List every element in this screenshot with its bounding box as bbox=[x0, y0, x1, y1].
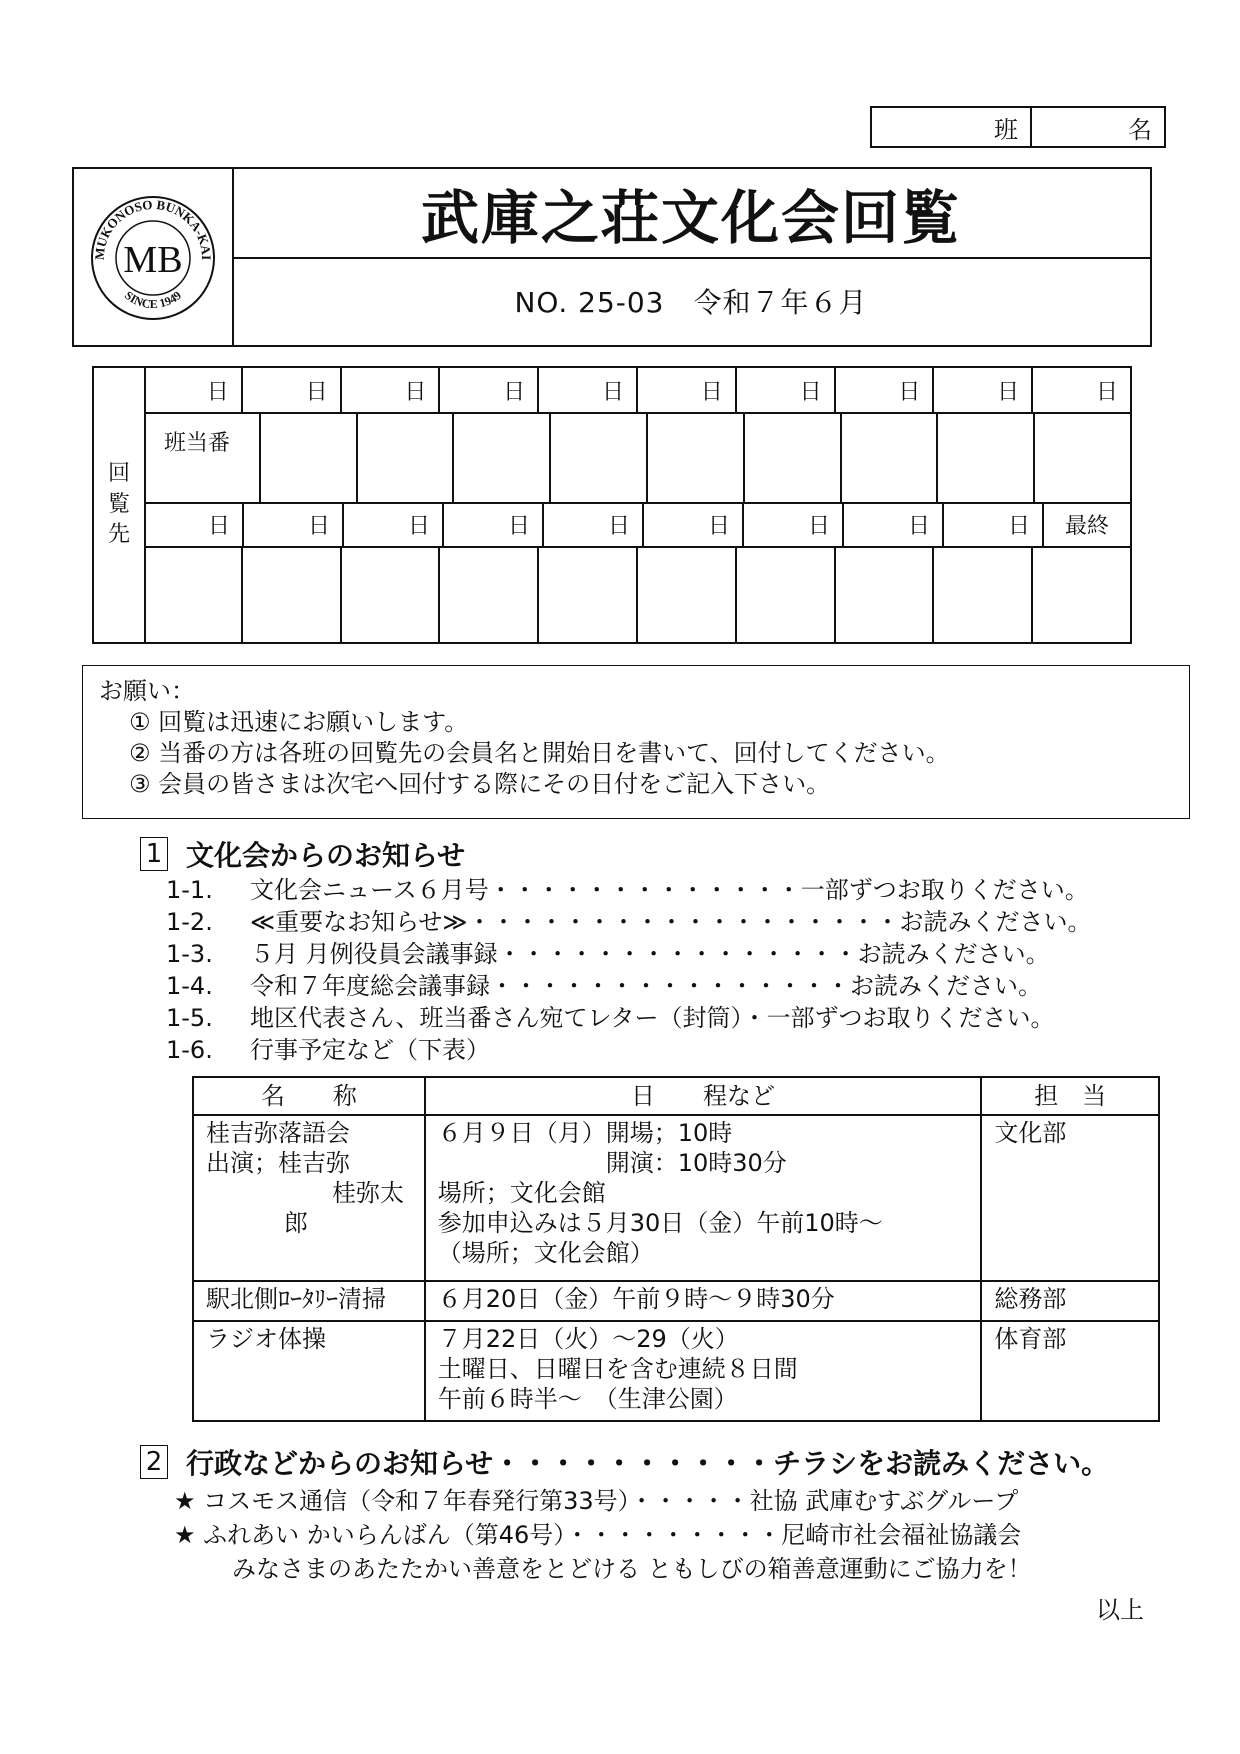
event-name bbox=[193, 1321, 425, 1421]
event-name-line: 駅北側ﾛｰﾀﾘｰ清掃 bbox=[206, 1285, 386, 1313]
member-cell[interactable] bbox=[440, 546, 539, 642]
section-2-list bbox=[174, 1484, 1174, 1586]
event-schedule bbox=[425, 1281, 982, 1321]
member-cell[interactable] bbox=[737, 546, 836, 642]
item-text: 令和７年度総会議事録・・・・・・・・・・・・・・・お読みください。 bbox=[250, 972, 1042, 1000]
day-cell[interactable]: 日 bbox=[744, 502, 844, 546]
newsletter-header bbox=[72, 167, 1152, 347]
item-number: 1-6. bbox=[166, 1036, 213, 1064]
schedule-line: 場所；文化会館 bbox=[437, 1179, 606, 1207]
event-name-line: ラジオ体操 bbox=[206, 1325, 326, 1353]
table-row bbox=[193, 1115, 1159, 1281]
request-item: ② 当番の方は各班の回覧先の会員名と開始日を書いて、回付してください。 bbox=[129, 739, 950, 767]
member-cell[interactable] bbox=[745, 412, 842, 502]
day-cell[interactable]: 日 bbox=[344, 502, 444, 546]
schedule-line: ６月９日（月）開場；10時 bbox=[437, 1119, 733, 1147]
member-cell[interactable] bbox=[1033, 546, 1130, 642]
item-text: 行事予定など（下表） bbox=[250, 1036, 490, 1064]
circulation-label-char: 先 bbox=[107, 522, 130, 548]
section-number: 1 bbox=[140, 837, 168, 871]
table-row bbox=[193, 1321, 1159, 1421]
column-header: 名 称 bbox=[193, 1077, 425, 1115]
title-cell bbox=[232, 169, 1150, 259]
name-label: 名 bbox=[1128, 115, 1152, 144]
section-title: 文化会からのお知らせ bbox=[186, 839, 466, 872]
day-cell[interactable]: 日 bbox=[737, 368, 836, 412]
member-cell[interactable] bbox=[938, 412, 1035, 502]
item-text: 文化会ニュース６月号・・・・・・・・・・・・・一部ずつお取りください。 bbox=[250, 876, 1089, 904]
item-number: 1-1. bbox=[166, 876, 213, 904]
event-name bbox=[193, 1115, 425, 1281]
circulation-label-char: 覧 bbox=[107, 491, 130, 517]
schedule-line: ７月22日（火）～29（火） bbox=[437, 1325, 739, 1353]
schedule-line: （場所；文化会館） bbox=[437, 1239, 654, 1267]
table-row bbox=[193, 1281, 1159, 1321]
request-box bbox=[82, 665, 1190, 819]
issue-number: NO. 25-03 令和７年６月 bbox=[514, 286, 868, 319]
day-cell[interactable]: 日 bbox=[144, 368, 243, 412]
member-cell[interactable] bbox=[934, 546, 1033, 642]
request-item: ③ 会員の皆さまは次宅へ回付する際にその日付をご記入下さい。 bbox=[129, 770, 831, 798]
circulation-table bbox=[92, 366, 1132, 644]
circulation-label-char: 回 bbox=[107, 460, 130, 486]
day-cell[interactable]: 日 bbox=[444, 502, 544, 546]
schedule-line: 土曜日、日曜日を含む連続８日間 bbox=[437, 1355, 798, 1383]
member-cell[interactable] bbox=[648, 412, 745, 502]
event-name bbox=[193, 1281, 425, 1321]
list-item: ★ ふれあい かいらんばん（第46号）・・・・・・・・・尼崎市社会福祉協議会 bbox=[174, 1521, 1022, 1549]
events-table bbox=[192, 1076, 1160, 1422]
day-row-2 bbox=[144, 502, 1130, 548]
group-name-box bbox=[870, 106, 1166, 148]
member-cell[interactable] bbox=[539, 546, 638, 642]
item-text: 地区代表さん、班当番さん宛てレター（封筒）・一部ずつお取りください。 bbox=[250, 1004, 1055, 1032]
member-cell[interactable] bbox=[144, 546, 243, 642]
logo-since-text: SINCE 1949 bbox=[122, 288, 184, 312]
logo-cell bbox=[74, 169, 234, 345]
logo-ring-text: MUKONOSO BUNKA-KAI bbox=[91, 196, 215, 261]
schedule-line: 開演：10時30分 bbox=[437, 1149, 787, 1177]
section-2-heading bbox=[140, 1442, 1109, 1482]
member-cell[interactable] bbox=[454, 412, 551, 502]
section-1-list bbox=[166, 874, 1166, 1066]
list-item bbox=[166, 1002, 1166, 1034]
circulation-label bbox=[94, 368, 146, 642]
section-1-heading bbox=[140, 834, 465, 874]
item-number: 1-3. bbox=[166, 940, 213, 968]
item-number: 1-5. bbox=[166, 1004, 213, 1032]
member-cell[interactable] bbox=[243, 546, 342, 642]
schedule-line: 午前６時半～ （生津公園） bbox=[437, 1385, 738, 1413]
member-cell[interactable] bbox=[358, 412, 455, 502]
day-cell[interactable]: 日 bbox=[539, 368, 638, 412]
member-cell[interactable] bbox=[1035, 412, 1130, 502]
item-number: 1-2. bbox=[166, 908, 213, 936]
list-item bbox=[166, 874, 1166, 906]
logo-initials: MB bbox=[123, 239, 183, 281]
day-cell[interactable]: 日 bbox=[944, 502, 1044, 546]
list-item bbox=[166, 1034, 1166, 1066]
member-cell[interactable] bbox=[836, 546, 935, 642]
day-cell[interactable]: 日 bbox=[1095, 379, 1118, 405]
day-cell[interactable]: 日 bbox=[836, 368, 935, 412]
day-cell[interactable]: 日 bbox=[440, 368, 539, 412]
page-title: 武庫之荘文化会回覧 bbox=[420, 184, 961, 252]
member-cell[interactable] bbox=[261, 412, 358, 502]
day-cell[interactable]: 日 bbox=[934, 368, 1033, 412]
request-heading: お願い： bbox=[99, 677, 195, 705]
list-item: みなさまのあたたかい善意をとどける ともしびの箱善意運動にご協力を！ bbox=[232, 1555, 1032, 1583]
day-cell[interactable]: 日 bbox=[243, 368, 342, 412]
mb-logo bbox=[90, 195, 216, 321]
day-cell[interactable]: 日 bbox=[844, 502, 944, 546]
schedule-line: 参加申込みは５月30日（金）午前10時～ bbox=[437, 1209, 883, 1237]
list-item bbox=[166, 970, 1166, 1002]
item-text: ≪重要なお知らせ≫・・・・・・・・・・・・・・・・・・お読みください。 bbox=[250, 908, 1092, 936]
section-number: 2 bbox=[140, 1445, 168, 1479]
event-name-line: 桂弥太郎 bbox=[284, 1179, 404, 1237]
list-item bbox=[166, 906, 1166, 938]
item-text: ５月 月例役員会議事録・・・・・・・・・・・・・・・お読みください。 bbox=[250, 940, 1050, 968]
member-cell[interactable] bbox=[638, 546, 737, 642]
item-number: 1-4. bbox=[166, 972, 213, 1000]
group-duty-cell[interactable]: 班当番 bbox=[144, 412, 261, 502]
section-title: 行政などからのお知らせ・・・・・・・・・・チラシをお読みください。 bbox=[186, 1447, 1110, 1480]
schedule-line: ６月20日（金）午前９時～９時30分 bbox=[437, 1285, 835, 1313]
member-cell[interactable] bbox=[551, 412, 648, 502]
request-item: ① 回覧は迅速にお願いします。 bbox=[129, 708, 469, 736]
member-cell[interactable] bbox=[842, 412, 939, 502]
member-row-2 bbox=[144, 546, 1130, 642]
column-header: 担 当 bbox=[981, 1077, 1159, 1115]
day-cell[interactable]: 日 bbox=[638, 368, 737, 412]
event-department: 体育部 bbox=[981, 1321, 1159, 1421]
svg-text:SINCE 1949 bbox=[122, 288, 184, 311]
member-cell[interactable] bbox=[342, 546, 441, 642]
final-cell[interactable]: 最終 bbox=[1064, 513, 1109, 539]
table-header-row bbox=[193, 1077, 1159, 1115]
event-name-line: 桂吉弥落語会 bbox=[206, 1119, 350, 1147]
event-department: 総務部 bbox=[981, 1281, 1159, 1321]
day-cell[interactable]: 日 bbox=[644, 502, 744, 546]
day-cell[interactable]: 日 bbox=[544, 502, 644, 546]
list-item: ★ コスモス通信（令和７年春発行第33号）・・・・・社協 武庫むすぶグループ bbox=[174, 1487, 1019, 1515]
day-cell[interactable]: 日 bbox=[342, 368, 441, 412]
event-department: 文化部 bbox=[981, 1115, 1159, 1281]
day-row-1 bbox=[144, 368, 1130, 414]
event-schedule bbox=[425, 1321, 982, 1421]
closing-text: 以上 bbox=[1096, 1596, 1144, 1624]
day-cell[interactable]: 日 bbox=[244, 502, 344, 546]
event-schedule bbox=[425, 1115, 982, 1281]
group-label: 班 bbox=[872, 108, 1032, 146]
list-item bbox=[166, 938, 1166, 970]
member-row-1 bbox=[144, 412, 1130, 504]
day-cell[interactable]: 日 bbox=[144, 502, 244, 546]
column-header: 日 程など bbox=[425, 1077, 982, 1115]
event-name-line: 出演；桂吉弥 bbox=[206, 1149, 350, 1177]
